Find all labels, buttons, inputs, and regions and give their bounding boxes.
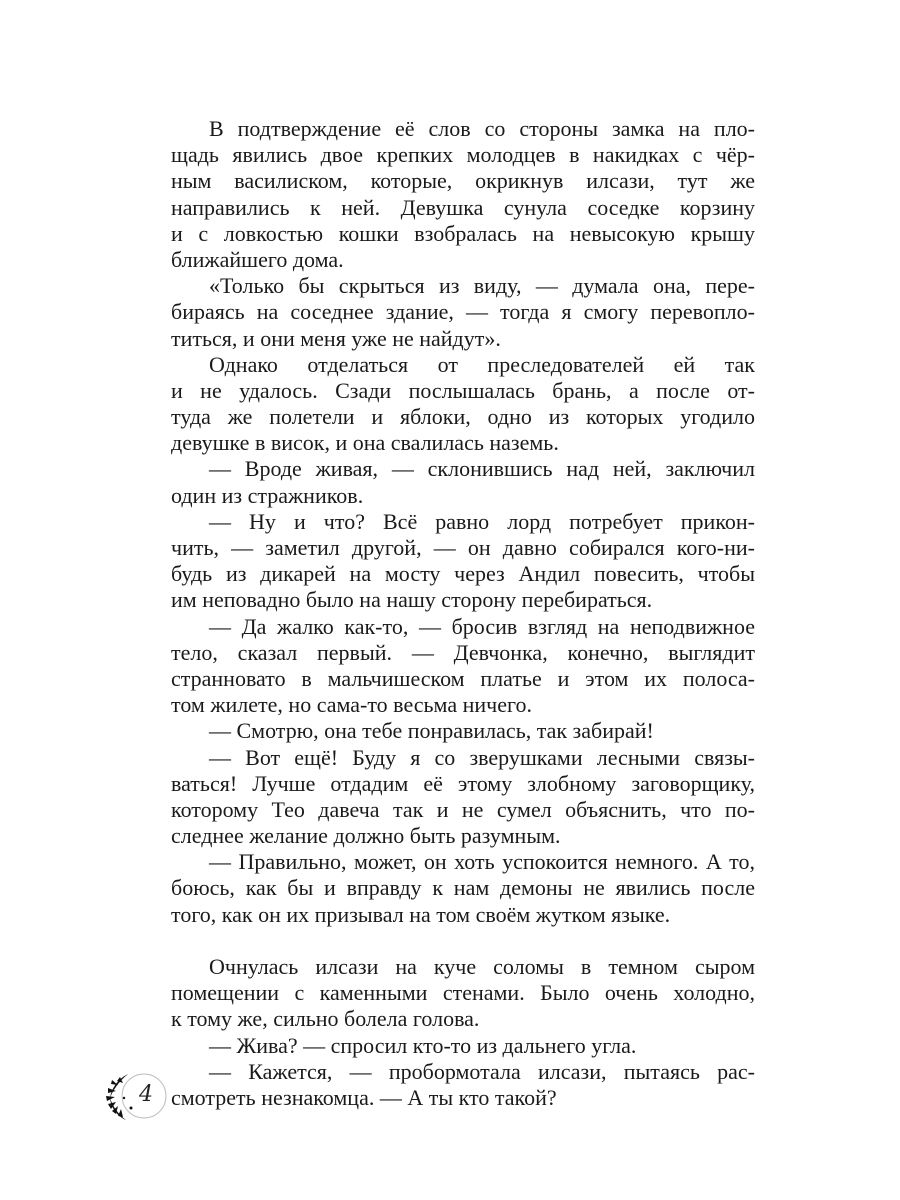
text-line: — Вроде живая, — склонившись над ней, заключил: [209, 456, 755, 482]
text-line: — Жива? — спросил кто-то из дальнего угла.: [209, 1032, 637, 1058]
text-line: бираясь на соседнее здание, — тогда я смогу перевопло-: [171, 299, 755, 325]
text-line: смотреть незнакомца. — А ты кто такой?: [171, 1084, 557, 1110]
text-line: ближайшего дома.: [171, 246, 344, 272]
text-line: один из стражников.: [171, 482, 364, 508]
text-line: и с ловкостью кошки взобралась на невысокую крышу: [171, 220, 755, 246]
text-line: девушке в висок, и она свалилась наземь.: [171, 430, 559, 456]
text-line: будь из дикарей на мосту через Андил повесить, чтобы: [171, 561, 755, 587]
page-number-ornament: [98, 1068, 168, 1128]
text-line: ваться! Лучше отдадим её этому злобному заговорщику,: [171, 770, 755, 796]
text-line: которому Тео давеча так и не сумел объяснить, что по-: [171, 796, 755, 822]
text-line: титься, и они меня уже не найдут».: [171, 325, 501, 351]
text-line: том жилете, но сама-то весьма ничего.: [171, 692, 532, 718]
text-line: туда же полетели и яблоки, одно из которых угодило: [171, 404, 755, 430]
text-line: помещении с каменными стенами. Было очень холодно,: [171, 980, 755, 1006]
text-line: — Вот ещё! Буду я со зверушками лесными связы-: [209, 744, 755, 770]
text-line: чить, — заметил другой, — он давно собирался кого-ни-: [171, 535, 755, 560]
text-line: — Правильно, может, он хоть успокоится немного. А то,: [209, 849, 755, 875]
text-line: к тому же, сильно болела голова.: [171, 1006, 480, 1032]
text-line: и не удалось. Сзади послышалась брань, а после от-: [171, 377, 755, 403]
text-line: — Да жалко как-то, — бросив взгляд на неподвижное: [209, 613, 755, 639]
text-line: щадь явились двое крепких молодцев в накидках с чёр-: [171, 142, 755, 168]
text-line: боюсь, как бы и вправду к нам демоны не явились после: [171, 875, 755, 901]
section-break: [171, 928, 755, 954]
text-line: — Смотрю, она тебе понравилась, так забирай!: [209, 718, 654, 744]
text-line: Однако отделаться от преследователей ей так: [209, 351, 755, 377]
text-line: — Ну и что? Всё равно лорд потребует прикон-: [209, 508, 755, 534]
text-line: направились к ней. Девушка сунула соседке корзину: [171, 194, 755, 220]
text-line: Очнулась илсази на куче соломы в темном сыром: [209, 954, 755, 979]
text-line: ным василиском, которые, окрикнув илсази, тут же: [171, 168, 755, 194]
text-line: — Кажется, — пробормотала илсази, пытаясь рас-: [209, 1058, 755, 1084]
text-line: странновато в мальчишеском платье и этом их полоса-: [171, 665, 755, 691]
text-line: им неповадно было на нашу сторону перебираться.: [171, 587, 653, 613]
text-line: тело, сказал первый. — Девчонка, конечно, выглядит: [171, 639, 755, 665]
text-line: «Только бы скрыться из виду, — думала она, пере-: [209, 273, 755, 299]
text-line: следнее желание должно быть разумным.: [171, 823, 561, 849]
text-line: В подтверждение её слов со стороны замка на пло-: [209, 116, 755, 141]
page-number: 4: [139, 1082, 153, 1107]
body-text: [171, 116, 755, 1111]
text-line: того, как он их призывал на том своём жутком языке.: [171, 901, 671, 927]
